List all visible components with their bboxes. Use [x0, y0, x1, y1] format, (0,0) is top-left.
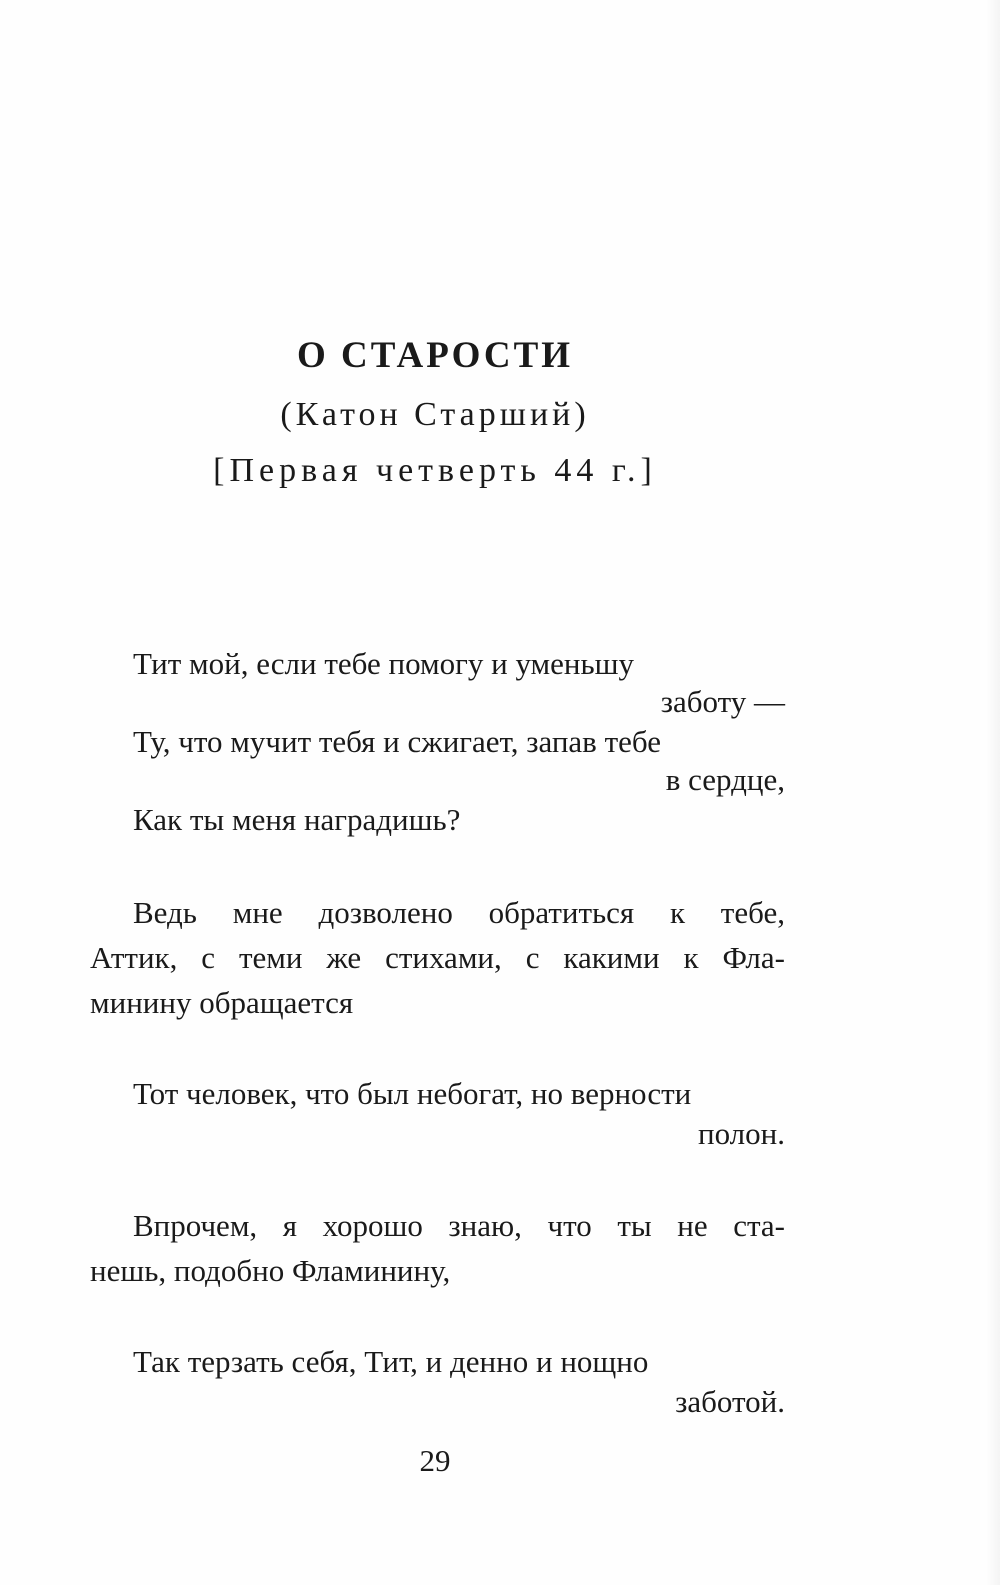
prose1-line1: Ведь мне дозволено обратиться к тебе,	[133, 895, 785, 930]
prose2-line1: Впрочем, я хорошо знаю, что ты не ста-	[133, 1208, 785, 1243]
verse2-line1-cont: полон.	[698, 1116, 785, 1151]
verse1-line1-cont: заботу —	[660, 684, 785, 719]
page-number: 29	[419, 1443, 451, 1478]
prose1-line2: Аттик, с теми же стихами, с какими к Фла-	[90, 940, 785, 975]
page-edge-shadow	[986, 0, 1000, 1585]
verse1-line1: Тит мой, если тебе помогу и уменьшу	[133, 646, 635, 681]
verse3-line1: Так терзать себя, Тит, и денно и нощно	[133, 1344, 649, 1379]
prose1-line3: минину обращается	[90, 985, 354, 1020]
chapter-title: О СТАРОСТИ	[296, 335, 574, 376]
verse3-line1-cont: заботой.	[675, 1384, 785, 1419]
chapter-subtitle: (Катон Старший)	[280, 396, 590, 433]
prose2-line2: нешь, подобно Фламинину,	[90, 1253, 451, 1288]
verse1-line2-cont: в сердце,	[665, 762, 785, 797]
verse1-line3: Как ты меня наградишь?	[133, 802, 461, 837]
verse1-line2: Ту, что мучит тебя и сжигает, запав тебе	[133, 724, 661, 759]
chapter-date: [Первая четверть 44 г.]	[213, 452, 657, 489]
verse2-line1: Тот человек, что был небогат, но верности	[133, 1076, 692, 1111]
